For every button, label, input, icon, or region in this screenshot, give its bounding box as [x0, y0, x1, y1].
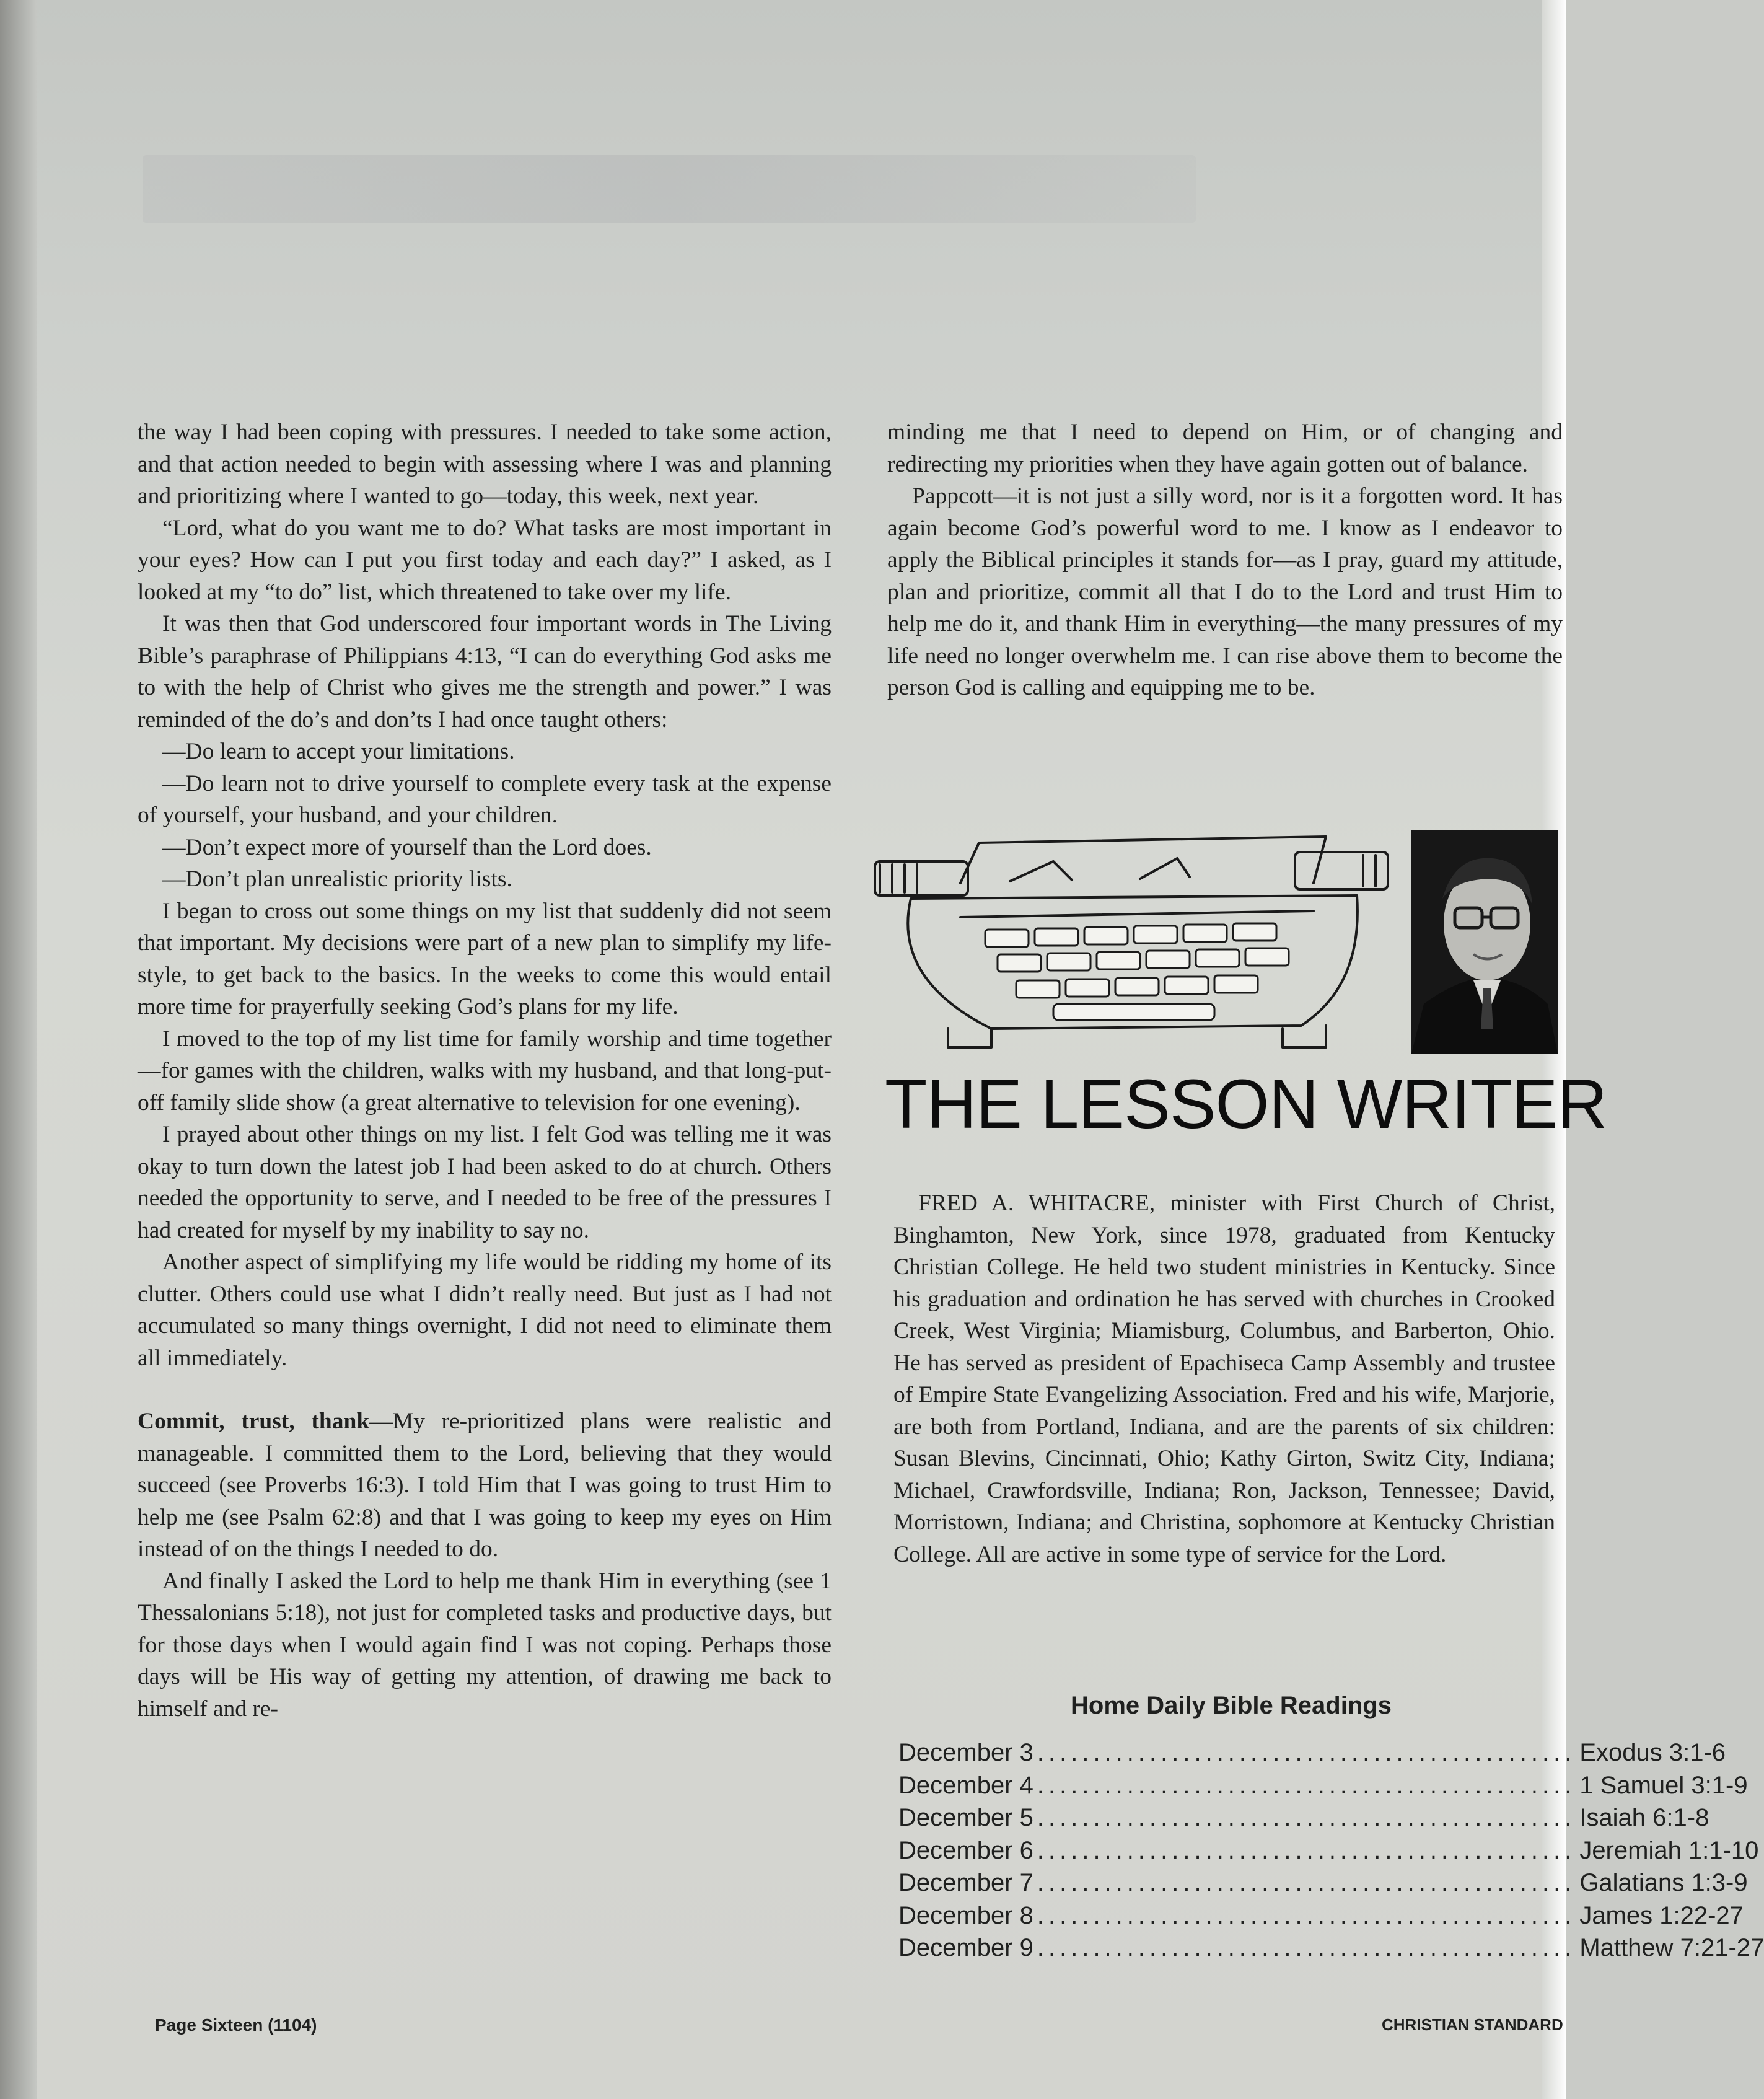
paragraph: “Lord, what do you want me to do? What tasks are most important in your eyes? How can I put you first today and each day?” I asked, as I looked at my “to do” list, which threatened to take over my life.: [138, 515, 832, 605]
magazine-name: CHRISTIAN STANDARD: [1382, 2015, 1563, 2034]
list-item: —Don’t expect more of yourself than the Lord does.: [162, 834, 652, 860]
dot-leader: ................................................: [1037, 1804, 1576, 1831]
paragraph: the way I had been coping with pressures. I needed to take some action, and that action needed to begin with assessing where I was and planning and prioritizing where I wanted to go—today, this week, next year.: [138, 420, 832, 509]
readings-title: Home Daily Bible Readings: [1071, 1692, 1392, 1719]
article-right-column: [887, 416, 1563, 704]
list-item: —Do learn not to drive yourself to complete every task at the expense of yourself, your husband, and your children.: [138, 770, 832, 828]
reading-reference: Exodus 3:1-6: [1579, 1739, 1726, 1766]
paragraph: And finally I asked the Lord to help me thank Him in everything (see 1 Thessalonians 5:18), not just for completed tasks and productive days, but for those days when I would again find I was not coping. Perhaps those days will be His way of getting my attention, of drawing me back to himself and re-: [138, 1568, 832, 1722]
section-heading: Commit, trust, thank: [138, 1409, 370, 1434]
spine-shadow: [0, 0, 37, 2099]
list-item: —Don’t plan unrealistic priority lists.: [162, 866, 512, 892]
reading-row: [898, 1836, 1759, 1870]
readings-list: [898, 1739, 1764, 1967]
paragraph: I moved to the top of my list time for family worship and time together—for games with the children, walks with my husband, and that long-put-off family slide show (a great alternative to television for one evening).: [138, 1026, 832, 1116]
reading-date: December 7: [898, 1869, 1033, 1896]
reading-reference: 1 Samuel 3:1-9: [1579, 1771, 1748, 1799]
reading-row: [898, 1804, 1709, 1837]
reading-row: [898, 1771, 1748, 1805]
reading-date: December 5: [898, 1804, 1033, 1831]
dot-leader: ................................................: [1037, 1739, 1576, 1766]
reading-reference: James 1:22-27: [1579, 1901, 1744, 1929]
reading-reference: Galatians 1:3-9: [1579, 1869, 1748, 1896]
reading-reference: Jeremiah 1:1-10: [1579, 1836, 1759, 1864]
paragraph: I prayed about other things on my list. I felt God was telling me it was okay to turn down the latest job I had been asked to do at church. Others needed the opportunity to serve, and I needed to be free of the pressures I had created for myself by my inability to say no.: [138, 1122, 832, 1243]
commit-paragraph: [138, 1406, 832, 1565]
bio-text: FRED A. WHITACRE, minister with First Church of Christ, Binghamton, New York, since 1978, graduated from Kentucky Christian College. He held two student ministries in Kentucky. Since his graduation and ordination he has served with churches in Crooked Creek, West Virginia; Miamisburg, Columbus, and Barberton, Ohio. He has served as president of Epachiseca Camp Assembly and trustee of Empire State Evangelizing Association. Fred and his wife, Marjorie, are both from Portland, Indiana, and are the parents of six children: Susan Blevins, Cincinnati, Ohio; Kathy Girton, Switz City, Indiana; Michael, Crawfordsville, Indiana; Ron, Jackson, Tennessee; David, Morristown, Indiana; and Christina, sophomore at Kentucky Christian College. All are active in some type of service for the Lord.: [893, 1190, 1555, 1567]
paragraph: Another aspect of simplifying my life would be ridding my home of its clutter. Others could use what I didn’t really need. But just as I had not accumulated so many things overnight, I did not need to eliminate them all immediately.: [138, 1249, 832, 1371]
reading-row: [898, 1739, 1726, 1772]
dot-leader: ................................................: [1037, 1901, 1576, 1929]
reading-reference: Matthew 7:21-27: [1579, 1934, 1764, 1961]
commit-text: —My re-prioritized plans were realistic and manageable. I committed them to the Lord, believing that they would succeed (see Proverbs 16:3). I told Him that I was going to trust Him to help me (see Psalm 62:8) and that I was going to keep my eyes on Him instead of on the things I needed to do.: [138, 1409, 832, 1562]
dot-leader: ................................................: [1037, 1771, 1576, 1799]
list-item: —Do learn to accept your limitations.: [162, 739, 515, 764]
dot-leader: ................................................: [1037, 1869, 1576, 1896]
section-gap: [138, 1374, 832, 1406]
page-number: Page Sixteen (1104): [155, 2015, 317, 2035]
reading-reference: Isaiah 6:1-8: [1579, 1804, 1709, 1831]
paragraph: minding me that I need to depend on Him, or of changing and redirecting my priorities when they have again gotten out of balance.: [887, 420, 1563, 477]
show-through-shadow: [143, 155, 1196, 223]
reading-date: December 9: [898, 1934, 1033, 1961]
dot-leader: ................................................: [1037, 1836, 1576, 1864]
typewriter-illustration: [867, 824, 1406, 1060]
reading-date: December 4: [898, 1771, 1033, 1799]
article-left-column: [138, 416, 832, 1725]
paragraph: It was then that God underscored four important words in The Living Bible’s paraphrase of Philippians 4:13, “I can do everything God asks me to with the help of Christ who gives me the strength and power.” I was reminded of the do’s and don’ts I had once taught others:: [138, 611, 832, 733]
portrait-image: [1411, 830, 1558, 1054]
dot-leader: ................................................: [1037, 1934, 1576, 1961]
author-photo: [1411, 830, 1558, 1054]
lesson-writer-heading: THE LESSON WRITER: [885, 1065, 1607, 1143]
paragraph: Pappcott—it is not just a silly word, nor is it a forgotten word. It has again become God’s powerful word to me. I know as I endeavor to apply the Biblical principles it stands for—as I pray, guard my attitude, plan and prioritize, commit all that I do to the Lord and trust Him to help me do it, and thank Him in everything—the many pressures of my life need no longer overwhelm me. I can rise above them to become the person God is calling and equipping me to be.: [887, 483, 1563, 700]
reading-date: December 6: [898, 1836, 1033, 1864]
reading-date: December 3: [898, 1739, 1033, 1766]
reading-row: [898, 1901, 1744, 1935]
author-bio: [893, 1187, 1555, 1570]
reading-date: December 8: [898, 1901, 1033, 1929]
reading-row: [898, 1869, 1748, 1902]
reading-row: [898, 1934, 1764, 1967]
paragraph: I began to cross out some things on my list that suddenly did not seem that important. My decisions were part of a new plan to simplify my life-style, to get back to the basics. In the weeks to come this would entail more time for prayerfully seeking God’s plans for my life.: [138, 898, 832, 1019]
